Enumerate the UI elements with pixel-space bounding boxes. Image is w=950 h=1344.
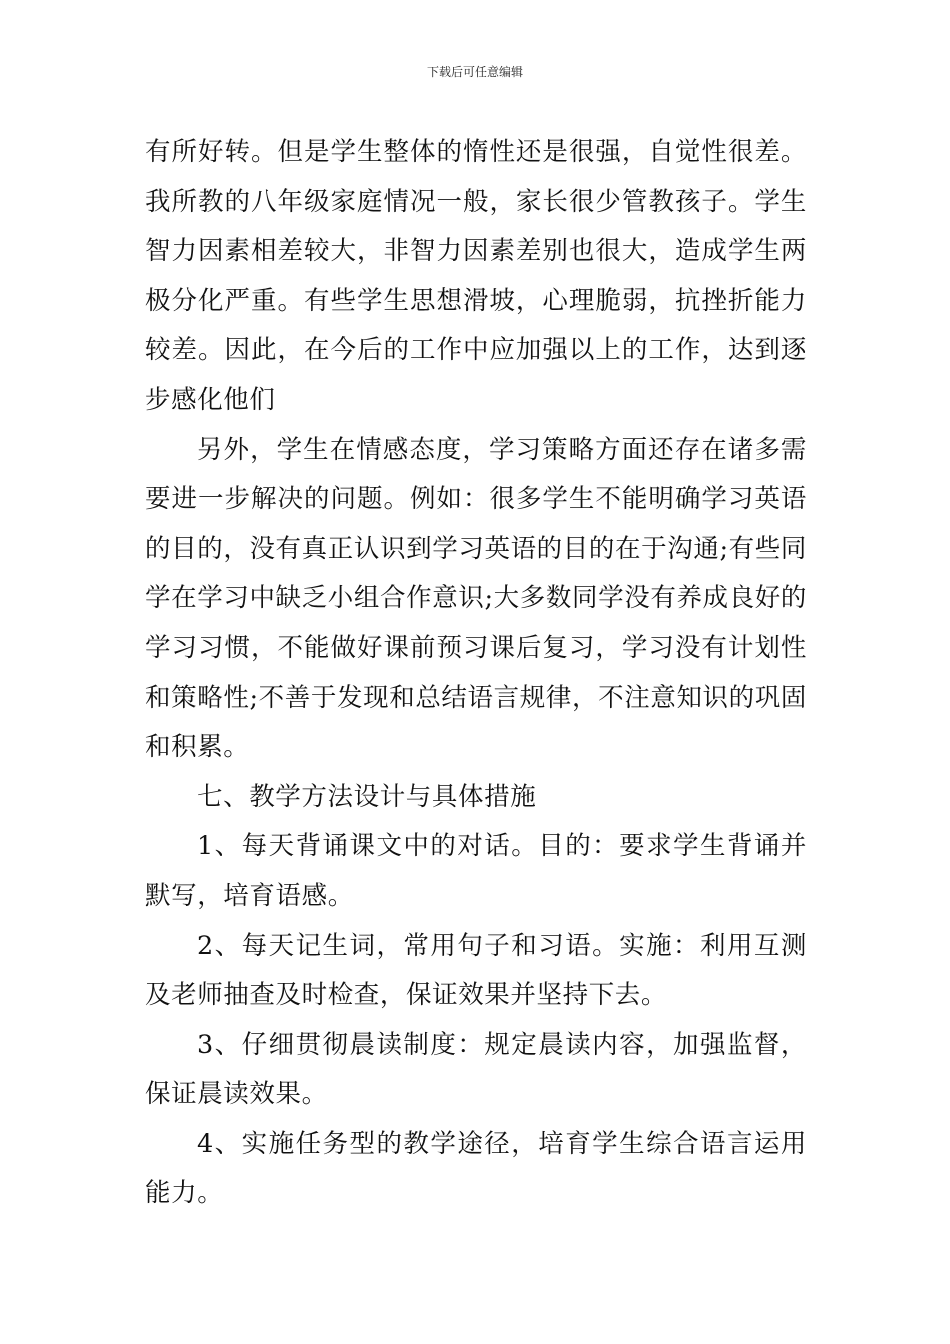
section-heading-teaching-methods: 七、教学方法设计与具体措施 [197,781,537,812]
list-item-2: 2、每天记生词，常用句子和习语。实施：利用互测及老师抽查及时检查，保证效果并坚持下去。 [145,930,807,1011]
list-item-3: 3、仔细贯彻晨读制度：规定晨读内容，加强监督，保证晨读效果。 [145,1029,807,1110]
paragraph-learning-issues: 另外，学生在情感态度，学习策略方面还存在诸多需要进一步解决的问题。例如：很多学生不能明确学习英语的目的，没有真正认识到学习英语的目的在于沟通;有些同学在学习中缺乏小组合作意识;大多数同学没有养成良好的学习习惯，不能做好课前预习课后复习，学习没有计划性和策略性;不善于发现和总结语言规律，不注意知识的巩固和积累。 [145,434,807,763]
list-item-4: 4、实施任务型的教学途径，培育学生综合语言运用能力。 [145,1128,807,1209]
list-item-1: 1、每天背诵课文中的对话。目的：要求学生背诵并默写，培育语感。 [145,831,807,911]
paragraph-continuation: 有所好转。但是学生整体的惰性还是很强，自觉性很差。我所教的八年级家庭情况一般，家长很少管教孩子。学生智力因素相差较大，非智力因素差别也很大，造成学生两极分化严重。有些学生思想滑坡，心理脆弱，抗挫折能力较差。因此，在今后的工作中应加强以上的工作，达到逐步感化他们 [145,137,807,415]
page-header: 下载后可任意编辑 [426,65,523,79]
document-body [145,128,807,1219]
